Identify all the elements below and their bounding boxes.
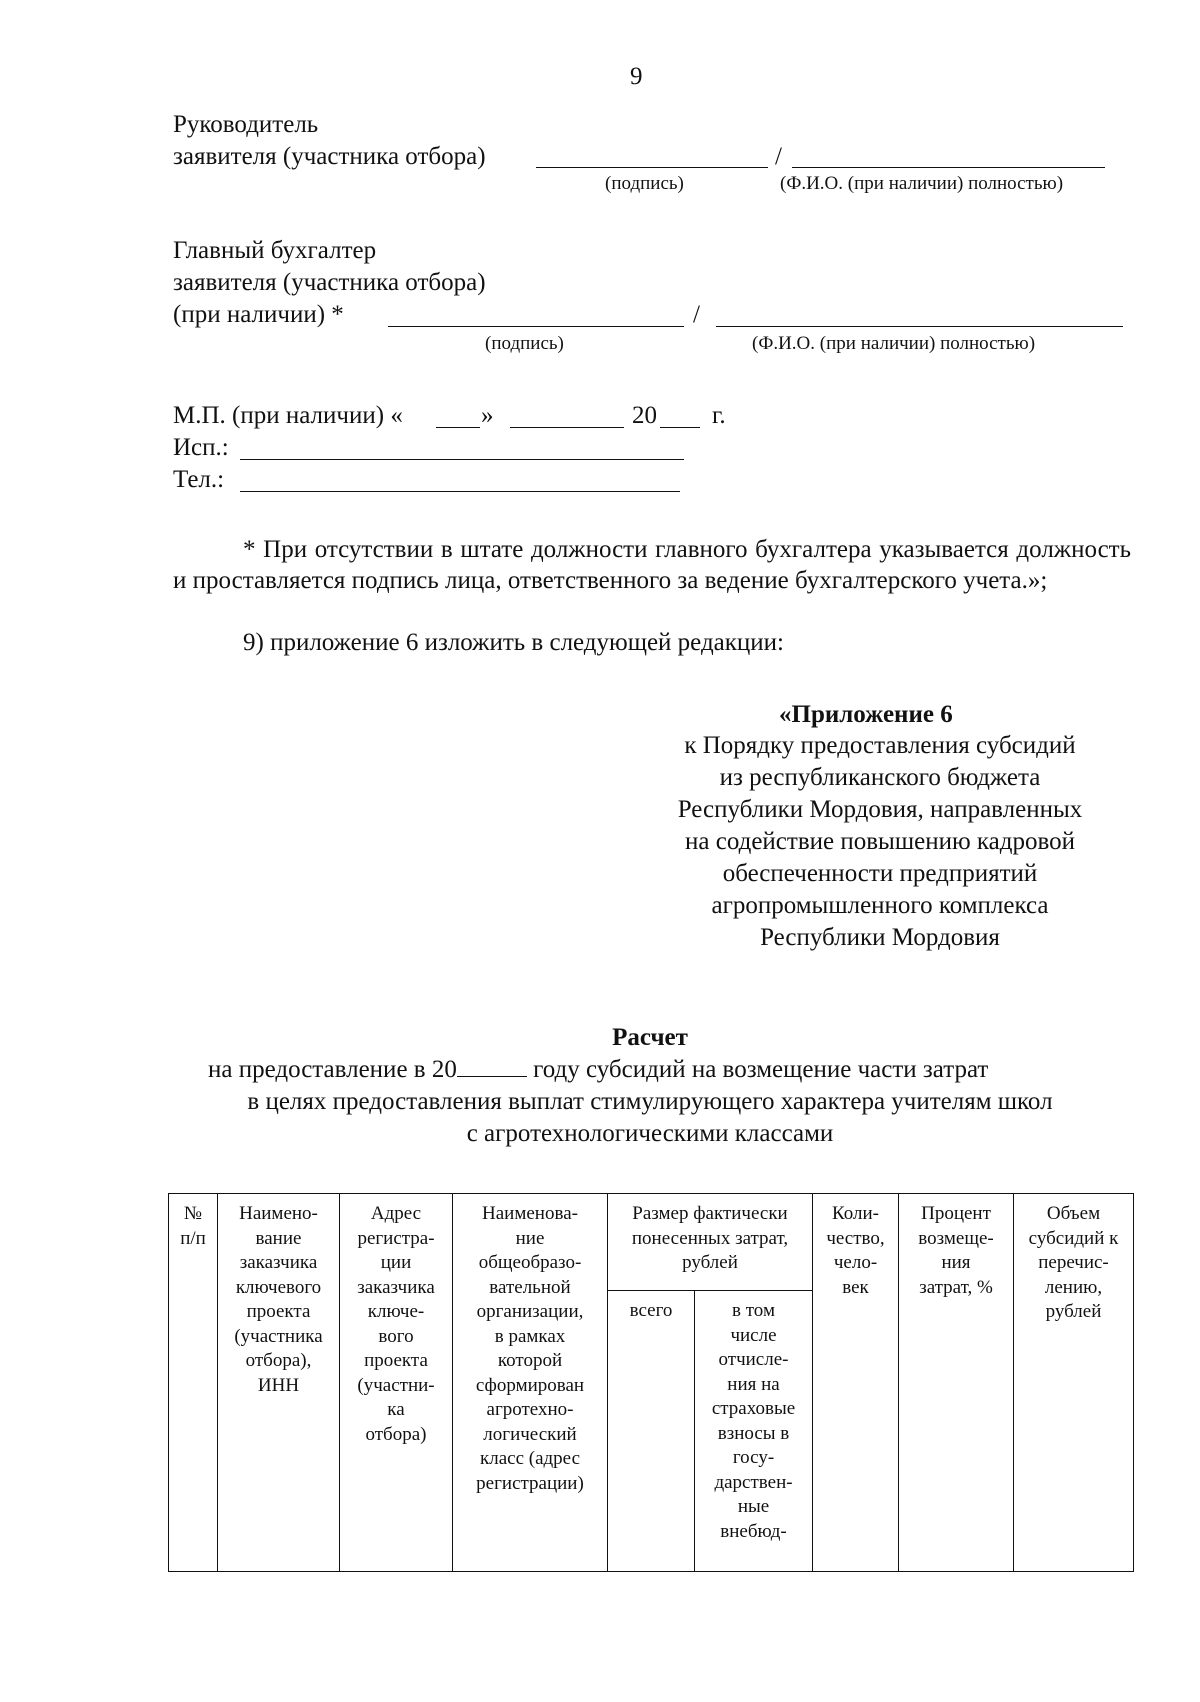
phone-label: Тел.: <box>173 466 225 493</box>
appendix-line: к Порядку предоставления субсидий <box>684 732 1076 759</box>
header-people: Коли- чество, чело- век <box>813 1194 899 1572</box>
appendix-line: Республики Мордовия, направленных <box>677 796 1083 823</box>
header-costs: Размер фактически понесенных затрат, рублей <box>608 1194 813 1291</box>
header-number: № п/п <box>169 1194 218 1572</box>
header-address: Адрес регистра- ции заказчика ключе- вого проекта (участни- ка отбора) <box>340 1194 453 1572</box>
date-year-prefix: 20 <box>632 402 657 429</box>
accountant-slash: / <box>693 301 700 328</box>
date-year-suffix: г. <box>712 402 726 429</box>
appendix-line: из республиканского бюджета <box>719 764 1041 791</box>
head-signature-caption: (подпись) <box>605 173 684 194</box>
footnote-text: * При отсутствии в штате должности главного бухгалтера указывается должность и проставляется подпись лица, ответственного за ведение бухгалтерского учета.»; <box>173 536 1131 594</box>
date-day-line[interactable] <box>436 427 480 428</box>
header-percent: Процент возмеще- ния затрат, % <box>899 1194 1014 1572</box>
head-title-line1: Руководитель <box>173 111 319 138</box>
header-customer: Наимено- вание заказчика ключевого проекта (участника отбора), ИНН <box>218 1194 340 1572</box>
phone-line[interactable] <box>240 491 680 492</box>
accountant-name-line[interactable] <box>716 326 1123 327</box>
head-title-line2: заявителя (участника отбора) <box>173 143 486 170</box>
appendix-line: агропромышленного комплекса <box>711 892 1049 919</box>
appendix-line: на содействие повышению кадровой <box>685 828 1075 855</box>
appendix-line: Республики Мордовия <box>760 924 1000 951</box>
date-quote-close: » <box>481 402 494 429</box>
calculation-line1-rest: году субсидий на возмещение части затрат <box>533 1056 989 1083</box>
calculation-table <box>168 1193 1134 1572</box>
date-year-line[interactable] <box>660 427 700 428</box>
date-month-line[interactable] <box>510 427 624 428</box>
head-slash: / <box>775 143 782 170</box>
accountant-signature-line[interactable] <box>388 326 684 327</box>
calculation-title: Расчет <box>612 1024 688 1051</box>
calculation-year-blank[interactable] <box>457 1058 527 1077</box>
item-9-text: 9) приложение 6 изложить в следующей редакции: <box>243 629 784 656</box>
calculation-line2: в целях предоставления выплат стимулирующего характера учителям школ <box>247 1088 1053 1115</box>
header-costs-total: всего <box>608 1291 695 1572</box>
appendix-title: «Приложение 6 <box>779 701 953 728</box>
head-name-line[interactable] <box>792 167 1105 168</box>
accountant-title-line2: заявителя (участника отбора) <box>173 269 486 296</box>
head-name-caption: (Ф.И.О. (при наличии) полностью) <box>780 173 1064 194</box>
head-signature-line[interactable] <box>536 167 768 168</box>
stamp-label: М.П. (при наличии) « <box>173 402 403 429</box>
appendix-line: обеспеченности предприятий <box>722 860 1038 887</box>
executor-line[interactable] <box>240 459 684 460</box>
calculation-line1 <box>208 1055 988 1085</box>
header-school: Наименова- ние общеобразо- вательной организации, в рамках которой сформирован агротехно- логический класс (адрес регистрации) <box>453 1194 608 1572</box>
header-costs-insurance: в том числе отчисле- ния на страховые взносы в госу- дарствен- ные внебюд- <box>695 1291 813 1572</box>
header-volume: Объем субсидий к перечис- лению, рублей <box>1014 1194 1134 1572</box>
footnote-paragraph <box>173 534 1131 596</box>
accountant-name-caption: (Ф.И.О. (при наличии) полностью) <box>752 333 1036 354</box>
accountant-title-line1: Главный бухгалтер <box>173 237 377 264</box>
page-number: 9 <box>630 63 643 90</box>
calculation-year-prefix: на предоставление в 20 <box>208 1056 457 1083</box>
calculation-line3: с агротехнологическими классами <box>466 1120 834 1147</box>
accountant-title-line3: (при наличии) * <box>173 301 344 328</box>
executor-label: Исп.: <box>173 434 229 461</box>
accountant-signature-caption: (подпись) <box>485 333 564 354</box>
